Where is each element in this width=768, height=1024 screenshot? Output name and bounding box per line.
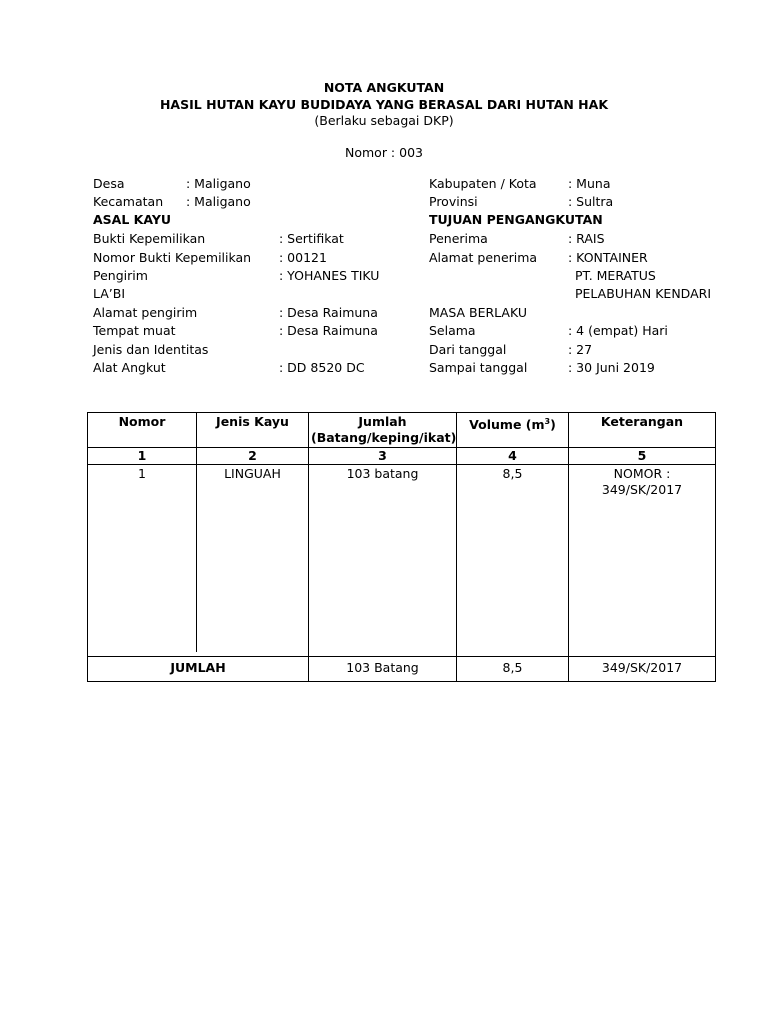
pengirim-value: : YOHANES TIKU [279, 268, 380, 283]
alamat-pengirim-label: Alamat pengirim [93, 305, 198, 320]
row-keterangan [569, 465, 716, 653]
alamat-penerima-line2: PT. MERATUS [575, 268, 656, 283]
col-number: 2 [197, 448, 309, 465]
kecamatan-label: Kecamatan [93, 194, 164, 209]
row-volume: 8,5 [457, 465, 569, 653]
col-number: 3 [309, 448, 457, 465]
total-volume: 8,5 [457, 657, 569, 682]
col-number: 1 [88, 448, 197, 465]
sampai-tanggal-label: Sampai tanggal [429, 360, 528, 375]
nomor-bukti-label: Nomor Bukti Kepemilikan [93, 250, 252, 265]
penerima-label: Penerima [429, 231, 488, 246]
row-jumlah: 103 batang [309, 465, 457, 653]
bukti-value: : Sertifikat [279, 231, 344, 246]
pengirim-label: Pengirim [93, 268, 148, 283]
table-total-row [88, 657, 716, 682]
row-jenis: LINGUAH [197, 465, 309, 653]
tujuan-heading: TUJUAN PENGANGKUTAN [429, 212, 603, 227]
doc-number: Nomor : 003 [345, 145, 423, 160]
table-number-row [88, 448, 716, 465]
kabupaten-label: Kabupaten / Kota [429, 176, 537, 191]
doc-subtitle: HASIL HUTAN KAYU BUDIDAYA YANG BERASAL DARI HUTAN HAK [159, 97, 609, 112]
doc-note: (Berlaku sebagai DKP) [314, 113, 454, 128]
header-volume [457, 413, 569, 448]
header-nomor: Nomor [88, 413, 197, 448]
alamat-penerima-label: Alamat penerima [429, 250, 538, 265]
provinsi-value: : Sultra [568, 194, 614, 209]
header-keterangan: Keterangan [569, 413, 716, 448]
bukti-label: Bukti Kepemilikan [93, 231, 206, 246]
header-volume-sup: 3 [544, 417, 551, 426]
header-jumlah-line2: (Batang/keping/ikat) [311, 430, 457, 445]
header-volume-text: Volume (m [469, 417, 545, 433]
alamat-penerima-value: : KONTAINER [568, 250, 648, 265]
alamat-pengirim-value: : Desa Raimuna [279, 305, 378, 320]
alat-angkut-value: : DD 8520 DC [279, 360, 365, 375]
total-jumlah: 103 Batang [309, 657, 457, 682]
tempat-muat-value: : Desa Raimuna [279, 323, 378, 338]
header-volume-close: ) [550, 417, 556, 433]
dari-tanggal-value: : 27 [568, 342, 593, 357]
row-keterangan-line2: 349/SK/2017 [601, 482, 683, 497]
asal-kayu-heading: ASAL KAYU [93, 212, 172, 227]
header-jumlah-line1: Jumlah [358, 414, 407, 429]
col-number: 4 [457, 448, 569, 465]
table-row [88, 465, 716, 653]
alamat-penerima-line3: PELABUHAN KENDARI [575, 286, 712, 301]
dari-tanggal-label: Dari tanggal [429, 342, 507, 357]
total-keterangan: 349/SK/2017 [569, 657, 716, 682]
nomor-bukti-value: : 00121 [279, 250, 327, 265]
provinsi-label: Provinsi [429, 194, 478, 209]
table-header-row [88, 413, 716, 448]
alat-angkut-label: Alat Angkut [93, 360, 166, 375]
header-jumlah [309, 413, 457, 448]
penerima-value: : RAIS [568, 231, 605, 246]
sampai-tanggal-value: : 30 Juni 2019 [568, 360, 655, 375]
selama-value: : 4 (empat) Hari [568, 323, 668, 338]
tempat-muat-label: Tempat muat [93, 323, 176, 338]
masa-berlaku-heading: MASA BERLAKU [429, 305, 527, 320]
selama-label: Selama [429, 323, 476, 338]
row-nomor: 1 [88, 465, 197, 653]
header-jenis-kayu: Jenis Kayu [197, 413, 309, 448]
pengirim-cont: LA’BI [93, 286, 126, 301]
kecamatan-value: : Maligano [186, 194, 251, 209]
desa-label: Desa [93, 176, 125, 191]
doc-title: NOTA ANGKUTAN [323, 80, 445, 95]
desa-value: : Maligano [186, 176, 251, 191]
row-keterangan-line1: NOMOR : [613, 466, 671, 481]
jenis-identitas-label: Jenis dan Identitas [93, 342, 209, 357]
col-number: 5 [569, 448, 716, 465]
timber-table [87, 412, 716, 682]
total-label: JUMLAH [88, 657, 309, 682]
kabupaten-value: : Muna [568, 176, 611, 191]
